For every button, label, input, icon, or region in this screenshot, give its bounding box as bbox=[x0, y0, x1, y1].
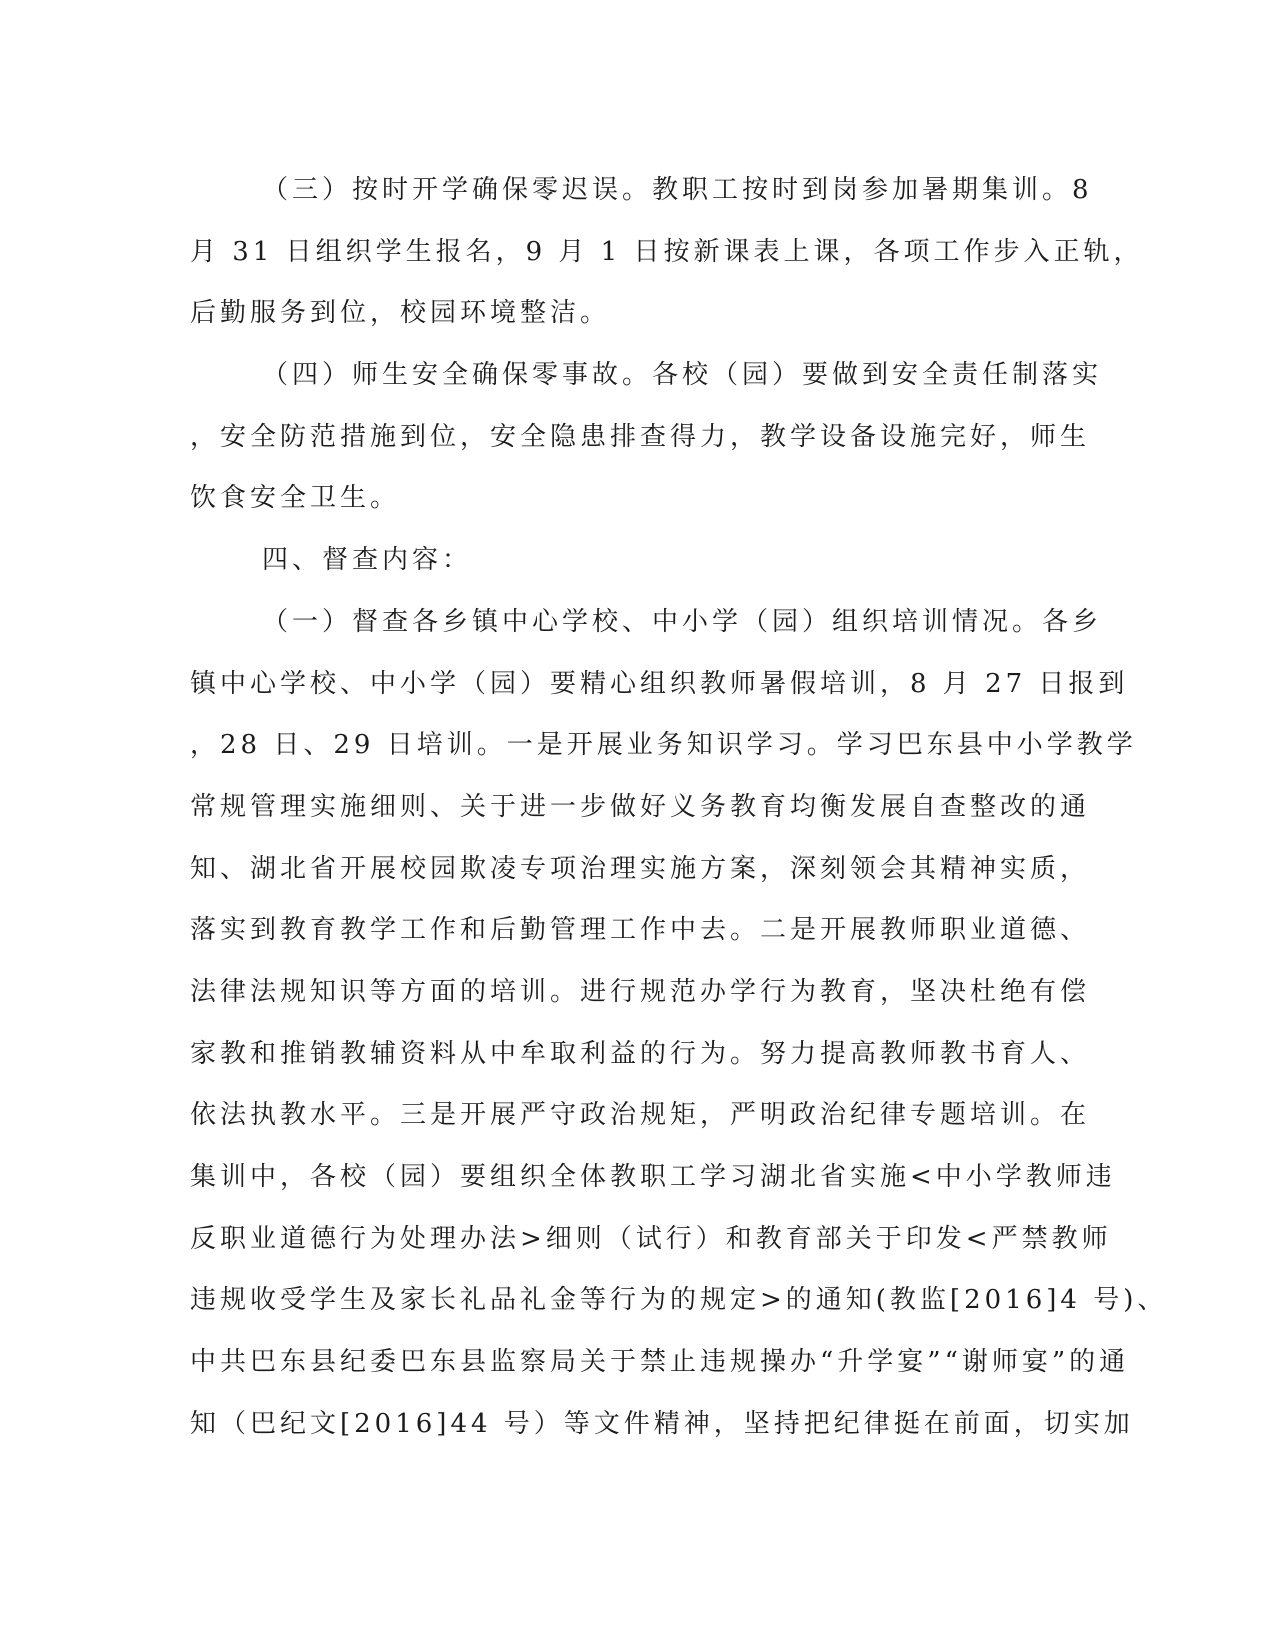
paragraph-line: 饮食安全卫生。 bbox=[190, 483, 401, 514]
paragraph-line: （四）师生安全确保零事故。各校（园）要做到安全责任制落实 bbox=[262, 360, 1103, 391]
paragraph-line: 中共巴东县纪委巴东县监察局关于禁止违规操办“升学宴”“谢师宴”的通 bbox=[190, 1347, 1130, 1378]
paragraph-line: 月 31 日组织学生报名，9 月 1 日按新课表上课，各项工作步入正轨， bbox=[190, 236, 1144, 267]
paragraph-line: （一）督查各乡镇中心学校、中小学（园）组织培训情况。各乡 bbox=[262, 606, 1103, 637]
paragraph-line: 依法执教水平。三是开展严守政治规矩，严明政治纪律专题培训。在 bbox=[190, 1100, 1091, 1131]
paragraph-line: 镇中心学校、中小学（园）要精心组织教师暑假培训，8 月 27 日报到 bbox=[190, 668, 1129, 699]
paragraph-line: 反职业道德行为处理办法>细则（试行）和教育部关于印发<严禁教师 bbox=[190, 1223, 1112, 1254]
paragraph-line: 违规收受学生及家长礼品礼金等行为的规定>的通知(教监[2016]4 号)、 bbox=[190, 1285, 1168, 1316]
paragraph-line: （三）按时开学确保零迟误。教职工按时到岗参加暑期集训。8 bbox=[262, 175, 1093, 205]
paragraph-line: 家教和推销教辅资料从中牟取利益的行为。努力提高教师教书育人、 bbox=[190, 1038, 1091, 1069]
paragraph-line: 知、湖北省开展校园欺凌专项治理实施方案，深刻领会其精神实质， bbox=[190, 853, 1091, 884]
paragraph-line: 集训中，各校（园）要组织全体教职工学习湖北省实施<中小学教师违 bbox=[190, 1162, 1116, 1192]
paragraph-line: 知（巴纪文[2016]44 号）等文件精神，坚持把纪律挺在前面，切实加 bbox=[190, 1408, 1134, 1439]
paragraph-line: 落实到教育教学工作和后勤管理工作中去。二是开展教师职业道德、 bbox=[190, 915, 1091, 946]
section-heading: 四、督查内容： bbox=[262, 545, 473, 576]
document-body bbox=[190, 160, 1168, 1455]
paragraph-line: 后勤服务到位，校园环境整洁。 bbox=[190, 298, 611, 329]
paragraph-line: 常规管理实施细则、关于进一步做好义务教育均衡发展自查整改的通 bbox=[190, 791, 1091, 822]
paragraph-line: ，安全防范措施到位，安全隐患排查得力，教学设备设施完好，师生 bbox=[190, 421, 1091, 452]
paragraph-line: ，28 日、29 日培训。一是开展业务知识学习。学习巴东县中小学教学 bbox=[190, 730, 1137, 761]
paragraph-line: 法律法规知识等方面的培训。进行规范办学行为教育，坚决杜绝有偿 bbox=[190, 976, 1091, 1007]
